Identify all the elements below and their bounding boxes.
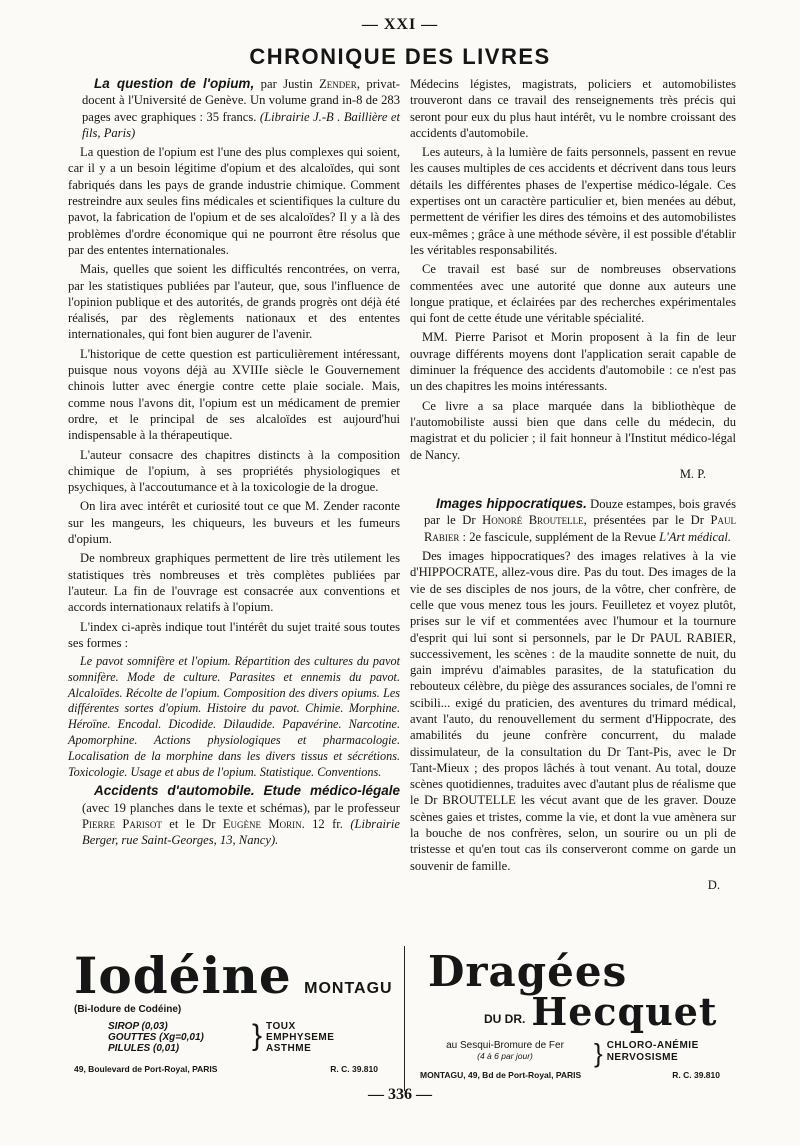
- iodeine-form-pilules: PILULES (0,01): [108, 1043, 180, 1054]
- images-book-entry: [410, 496, 736, 545]
- review-signature-2: D.: [707, 877, 720, 892]
- auto-paragraph-3: Ce travail est basé sur de nombreuses observations commentées avec une autorité que donne aux auteurs une longue pratique, et éclairées par des recherches expérimentales qui font de cette étude une véritable spécialité.: [410, 262, 736, 326]
- dragees-indication-2: NERVOSISME: [606, 1052, 679, 1063]
- iodeine-form-sirop: SIROP (0,03): [108, 1021, 168, 1032]
- dragees-formula: au Sesqui-Bromure de Fer: [446, 1040, 564, 1051]
- brace-icon: }: [594, 1038, 603, 1068]
- iodeine-maker: MONTAGU: [304, 980, 393, 997]
- auto-paragraph-1: Médecins légistes, magistrats, policiers et automobilistes trouveront dans ce travail des renseignements très précis qui seront pour eux du plus haut intérêt, vu le nombre croissant des accidents d'automobile.: [410, 77, 736, 140]
- roman-numeral-header: — XXI —: [361, 16, 439, 33]
- images-author-1: Honoré Broutelle: [482, 513, 584, 528]
- dragees-address: MONTAGU, 49, Bd de Port-Royal, PARIS: [420, 1070, 582, 1080]
- opium-paragraph-7: L'index ci-après indique tout l'intérêt du sujet traité sous toutes ses formes :: [68, 619, 400, 650]
- brace-icon: }: [252, 1019, 263, 1052]
- auto-ref-3: . 12 fr.: [301, 817, 351, 832]
- iodeine-symptom-toux: TOUX: [266, 1021, 296, 1032]
- auto-publisher: (Librairie Berger, rue Saint-Georges, 13, Nancy).: [82, 817, 400, 848]
- opium-book-entry: [68, 76, 400, 141]
- auto-author-2: Eugène Morin: [222, 817, 302, 832]
- auto-book-title: Accidents d'automobile. Etude médico-légale: [94, 783, 400, 799]
- iodeine-symptom-emphyseme: EMPHYSEME: [266, 1032, 335, 1043]
- opium-author: Zender: [319, 77, 357, 91]
- iodeine-forms: [74, 1021, 396, 1054]
- auto-ref-1: (avec 19 planches dans le texte et schémas), par le professeur: [82, 800, 400, 815]
- opium-paragraph-4: L'auteur consacre des chapitres distincts à la composition chimique de l'opium, à ses propriétés physiologiques et psychiques, à l'accoutumance et à la toxicologie de la drogue.: [68, 447, 400, 495]
- opium-paragraph-1: La question de l'opium est l'une des plus complexes qui soient, car il y a un besoin légitime d'opium et des alcaloïdes, qui sont fabriqués dans les pays de grande industrie chimique. Comment restreindre aux seules fins médicales et scientifiques la culture du pavot, la fabrication de l'opium et de ses alcaloïdes? Il y a là des problèmes d'ordre économique qui ne pourront être résolus que par des ententes internationales.: [68, 145, 400, 257]
- images-author-2: Paul Rabier: [424, 513, 737, 544]
- opium-book-title: La question de l'opium,: [94, 76, 255, 91]
- opium-paragraph-5: On lira avec intérêt et curiosité tout ce que M. Zender raconte sur les mangeurs, les chiqueurs, les buveurs et les fumeurs d'opium.: [68, 499, 400, 547]
- images-ref-2: , présentées par le Dr: [583, 513, 711, 528]
- auto-paragraph-2: Les auteurs, à la lumière de faits personnels, passent en revue les causes multiples de ces accidents et décrivent dans tous leurs détails les différentes phases de l'expertise médico-légale. Ces expertises ont un caractère particulier et, bien menées au début, permettent de vérifier les dires des témoins et des automobilistes eux-mêmes ; grâce à une méthode sévère, il est possible d'établir les véritables responsabilités.: [410, 145, 736, 257]
- dragees-brand: Dragées: [428, 947, 628, 996]
- iodeine-form-gouttes: GOUTTES (Xg=0,01): [108, 1032, 204, 1043]
- images-ref-3: : 2e fascicule, supplément de la Revue: [459, 529, 660, 544]
- dragees-advertisement: [420, 947, 730, 1090]
- images-book-title: Images hippocratiques.: [436, 496, 587, 512]
- page-number: — 336 —: [368, 1086, 432, 1103]
- hecquet-brand: Hecquet: [531, 989, 718, 1034]
- page-title: CHRONIQUE DES LIVRES: [249, 44, 551, 69]
- images-ref-1: Douze estampes, bois gravés par le Dr: [424, 497, 736, 528]
- auto-ref-2: et le Dr: [161, 817, 223, 832]
- iodeine-brand: Iodéine: [74, 946, 292, 1005]
- dragees-dosage: (4 à 6 par jour): [477, 1051, 533, 1061]
- iodeine-subtitle: (Bi-Iodure de Codéine): [74, 1004, 182, 1015]
- review-signature-1: M. P.: [679, 466, 706, 481]
- auto-paragraph-5: Ce livre a sa place marquée dans la bibliothèque de l'automobiliste aussi bien que dans celle du médecin, du magistrat et du policier ; il fait honneur à l'Institut médico-légal de Nancy.: [410, 398, 736, 462]
- opium-ref-1: par Justin: [254, 77, 320, 91]
- opium-ref-2: , privat-docent à l'Université de Genève. Un volume grand in-8 de 283 pages avec graphiques : 35 francs.: [82, 77, 401, 124]
- dragees-du-dr: DU DR.: [484, 1012, 526, 1026]
- auto-paragraph-4: MM. Pierre Parisot et Morin proposent à la fin de leur ouvrage différents moyens dont l'application serait capable de diminuer la fréquence des accidents d'automobile : ce n'est pas un des chapitres les moins intéressants.: [410, 330, 736, 394]
- auto-author-1: Pierre Parisot: [82, 817, 162, 832]
- opium-index-list: Le pavot somnifère et l'opium. Répartition des cultures du pavot somnifère. Mode de culture. Parasites et ennemis du pavot. Alcaloïdes. Récolte de l'opium. Composition des divers opiums. Les différentes sortes d'opium. Histoire du pavot. Chimie. Morphine. Héroïne. Encodal. Dicodide. Dilaudide. Papavérine. Narcotine. Apomorphine. Actions physiologiques et pharmacologie. Localisation de la morphine dans les divers tissus et sécrétions. Toxicologie. Usage et abus de l'opium. Statistique. Conventions.: [68, 654, 400, 779]
- iodeine-address: 49, Boulevard de Port-Royal, PARIS: [74, 1064, 218, 1074]
- opium-paragraph-2: Mais, quelles que soient les difficultés rencontrées, on verra, par les statistiques publiées par l'auteur, que, sous l'influence de l'opinion publique et des autorités, de grands progrès ont déjà été réalisés, par des règlements nationaux et des ententes internationales, qui font bien augurer de l'avenir.: [68, 262, 400, 342]
- images-revue: L'Art médical.: [659, 529, 732, 544]
- opium-paragraph-6: De nombreux graphiques permettent de lire très utilement les statistiques très nombreuses et très complètes publiées par l'auteur. La fin de l'ouvrage est consacrée aux conventions et accords internationaux relatifs à l'opium.: [68, 551, 400, 615]
- right-column: [410, 76, 736, 896]
- dragees-rc: R. C. 39.810: [672, 1070, 720, 1080]
- images-paragraph: Des images hippocratiques? des images relatives à la vie d'HIPPOCRATE, allez-vous dire. Pas du tout. Des images de la vie de ses disciples de nos jours, de la vôtre, cher confrère, de celle que vous menez tous les jours. Feuilletez et voyez plutôt, prises sur le vif et commentées avec l'humour et la tournure d'esprit qui lui sont si personnels, par le Dr PAUL RABIER, successivement, les scènes : de la maudite sonnette de nuit, du gain imprévu d'aimables parasites, de la statufication du rebouteux célèbre, du piège des assurances sociales, de l'omni re scibili... exigé du praticien, des aventures du trimard médical, avant l'auto, du renouvellement du serment d'Hippocrate, des amabilités du jeune confrère concurrent, du malade dissimulateur, de la consultation du Dr Tant-Pis, avec le Dr Tant-Mieux ; des propos lâchés à tout venant. Au total, douze scènes quotidiennes, traduites avec d'autant plus de réalisme que le Dr BROUTELLE les vécut avant que de les graver. Douze scènes gaies et tristes, comme la vie, et dont la vue amènera sur la bouche de nos confrères, selon, un sourire ou un pli de tristesse et qu'en tout cas ils conserveront comme on garde un souvenir de famille.: [410, 549, 736, 873]
- opium-paragraph-3: L'historique de cette question est particulièrement intéressant, puisque nous voyons déjà au XVIIIe siècle le Gouvernement chinois lutter avec énergie contre cette plaie sociale. Mais, comme nous l'avons dit, l'opium est un médicament de premier ordre, et le principal de ses alcaloïdes est aujourd'hui indispensable à la thérapeutique.: [68, 346, 400, 443]
- iodeine-advertisement: [74, 946, 396, 1090]
- opium-publisher: (Librairie J.-B . Baillière et fils, Paris): [82, 109, 400, 140]
- ad-divider: [404, 946, 405, 1091]
- iodeine-rc: R. C. 39.810: [330, 1064, 378, 1074]
- dragees-product: [420, 1040, 730, 1066]
- dragees-indication-1: CHLORO-ANÉMIE: [606, 1040, 699, 1051]
- left-column: [68, 76, 400, 852]
- auto-book-entry: [68, 783, 400, 848]
- iodeine-symptom-asthme: ASTHME: [266, 1043, 312, 1054]
